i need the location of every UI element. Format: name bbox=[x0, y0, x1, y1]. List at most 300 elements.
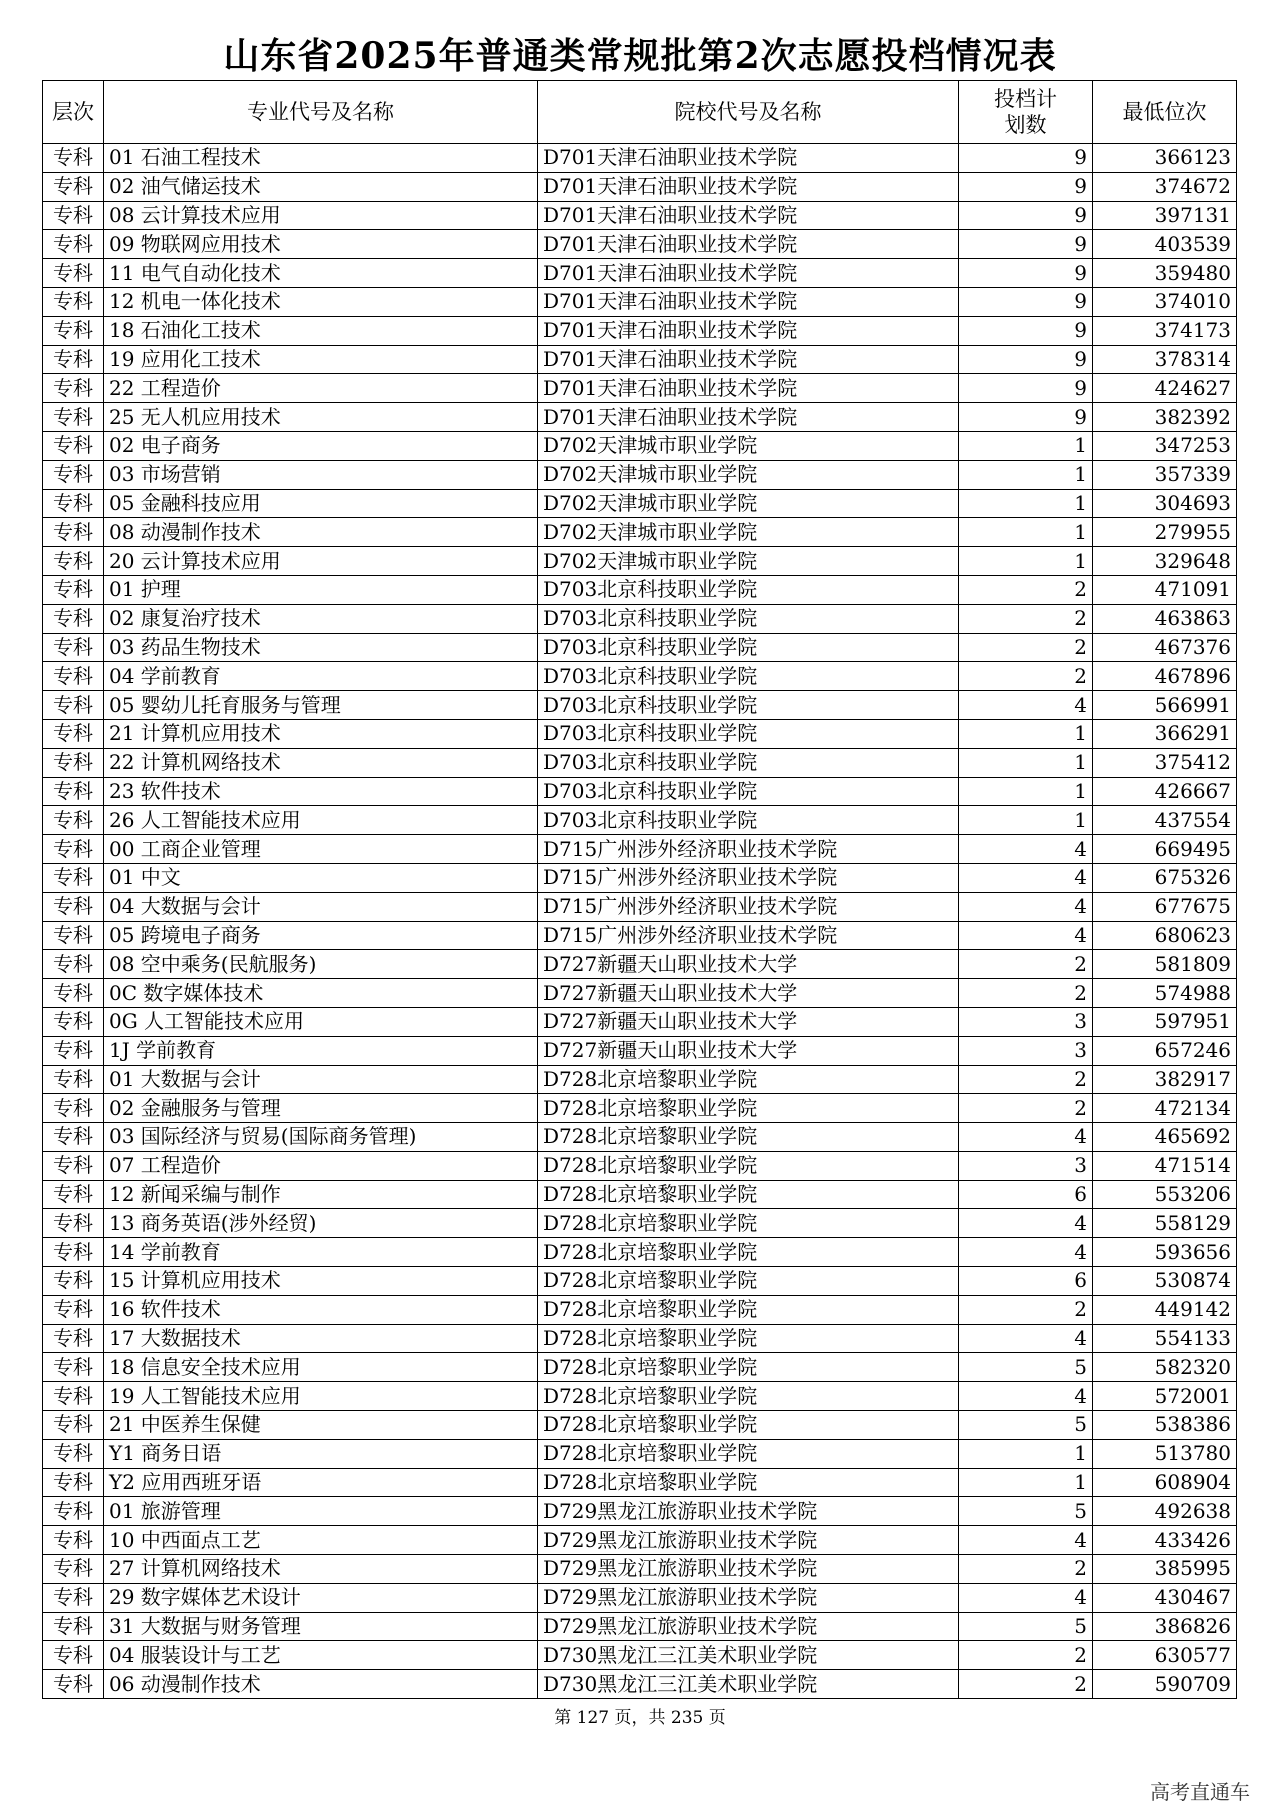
cell-major: 04 大数据与会计 bbox=[104, 892, 538, 921]
cell-major: 20 云计算技术应用 bbox=[104, 547, 538, 576]
page-number: 第 127 页，共 235 页 bbox=[554, 1708, 726, 1728]
cell-school: D727新疆天山职业技术大学 bbox=[538, 979, 959, 1008]
cell-plan: 1 bbox=[959, 806, 1093, 835]
cell-level: 专科 bbox=[43, 201, 104, 230]
cell-school: D702天津城市职业学院 bbox=[538, 431, 959, 460]
cell-school: D728北京培黎职业学院 bbox=[538, 1180, 959, 1209]
cell-plan: 2 bbox=[959, 1670, 1093, 1699]
cell-min-rank: 467376 bbox=[1093, 633, 1237, 662]
cell-min-rank: 304693 bbox=[1093, 489, 1237, 518]
cell-min-rank: 590709 bbox=[1093, 1670, 1237, 1699]
cell-major: 02 电子商务 bbox=[104, 431, 538, 460]
cell-min-rank: 437554 bbox=[1093, 806, 1237, 835]
cell-min-rank: 357339 bbox=[1093, 460, 1237, 489]
table-row bbox=[43, 863, 1237, 892]
cell-school: D729黑龙江旅游职业技术学院 bbox=[538, 1555, 959, 1584]
table-row bbox=[43, 1555, 1237, 1584]
cell-plan: 9 bbox=[959, 374, 1093, 403]
cell-min-rank: 424627 bbox=[1093, 374, 1237, 403]
cell-major: Y2 应用西班牙语 bbox=[104, 1468, 538, 1497]
table-row bbox=[43, 1238, 1237, 1267]
header-plan-line2: 划数 bbox=[1004, 113, 1047, 137]
cell-school: D728北京培黎职业学院 bbox=[538, 1468, 959, 1497]
cell-min-rank: 374672 bbox=[1093, 172, 1237, 201]
cell-school: D727新疆天山职业技术大学 bbox=[538, 950, 959, 979]
cell-plan: 4 bbox=[959, 1324, 1093, 1353]
cell-major: 19 应用化工技术 bbox=[104, 345, 538, 374]
cell-min-rank: 492638 bbox=[1093, 1497, 1237, 1526]
table-row bbox=[43, 979, 1237, 1008]
table-row bbox=[43, 144, 1237, 173]
cell-plan: 4 bbox=[959, 1209, 1093, 1238]
cell-major: 22 计算机网络技术 bbox=[104, 748, 538, 777]
cell-school: D729黑龙江旅游职业技术学院 bbox=[538, 1583, 959, 1612]
cell-school: D703北京科技职业学院 bbox=[538, 662, 959, 691]
cell-major: 03 国际经济与贸易(国际商务管理) bbox=[104, 1123, 538, 1152]
cell-plan: 4 bbox=[959, 863, 1093, 892]
cell-plan: 1 bbox=[959, 489, 1093, 518]
cell-major: 01 护理 bbox=[104, 575, 538, 604]
cell-major: 31 大数据与财务管理 bbox=[104, 1612, 538, 1641]
cell-school: D703北京科技职业学院 bbox=[538, 806, 959, 835]
cell-major: 10 中西面点工艺 bbox=[104, 1526, 538, 1555]
cell-major: Y1 商务日语 bbox=[104, 1439, 538, 1468]
cell-level: 专科 bbox=[43, 1411, 104, 1440]
cell-min-rank: 554133 bbox=[1093, 1324, 1237, 1353]
cell-plan: 2 bbox=[959, 1295, 1093, 1324]
cell-plan: 5 bbox=[959, 1411, 1093, 1440]
cell-plan: 2 bbox=[959, 1094, 1093, 1123]
cell-school: D715广州涉外经济职业技术学院 bbox=[538, 835, 959, 864]
table-row bbox=[43, 806, 1237, 835]
cell-level: 专科 bbox=[43, 1036, 104, 1065]
cell-plan: 2 bbox=[959, 1555, 1093, 1584]
table-row bbox=[43, 1324, 1237, 1353]
cell-min-rank: 359480 bbox=[1093, 259, 1237, 288]
cell-level: 专科 bbox=[43, 921, 104, 950]
cell-plan: 5 bbox=[959, 1353, 1093, 1382]
cell-plan: 4 bbox=[959, 1583, 1093, 1612]
cell-plan: 1 bbox=[959, 1468, 1093, 1497]
cell-min-rank: 675326 bbox=[1093, 863, 1237, 892]
cell-min-rank: 465692 bbox=[1093, 1123, 1237, 1152]
cell-level: 专科 bbox=[43, 259, 104, 288]
cell-level: 专科 bbox=[43, 1094, 104, 1123]
cell-plan: 5 bbox=[959, 1612, 1093, 1641]
header-plan bbox=[959, 81, 1093, 144]
header-major: 专业代号及名称 bbox=[104, 81, 538, 144]
table-row bbox=[43, 547, 1237, 576]
cell-school: D727新疆天山职业技术大学 bbox=[538, 1007, 959, 1036]
cell-school: D703北京科技职业学院 bbox=[538, 748, 959, 777]
table-row bbox=[43, 431, 1237, 460]
cell-major: 06 动漫制作技术 bbox=[104, 1670, 538, 1699]
cell-min-rank: 366291 bbox=[1093, 719, 1237, 748]
cell-major: 02 金融服务与管理 bbox=[104, 1094, 538, 1123]
cell-school: D715广州涉外经济职业技术学院 bbox=[538, 892, 959, 921]
header-level: 层次 bbox=[43, 81, 104, 144]
cell-min-rank: 467896 bbox=[1093, 662, 1237, 691]
cell-plan: 4 bbox=[959, 892, 1093, 921]
cell-min-rank: 471514 bbox=[1093, 1151, 1237, 1180]
cell-level: 专科 bbox=[43, 460, 104, 489]
cell-min-rank: 630577 bbox=[1093, 1641, 1237, 1670]
cell-min-rank: 463863 bbox=[1093, 604, 1237, 633]
cell-school: D703北京科技职业学院 bbox=[538, 691, 959, 720]
cell-min-rank: 608904 bbox=[1093, 1468, 1237, 1497]
cell-major: 11 电气自动化技术 bbox=[104, 259, 538, 288]
cell-level: 专科 bbox=[43, 1497, 104, 1526]
cell-plan: 1 bbox=[959, 431, 1093, 460]
cell-major: 0C 数字媒体技术 bbox=[104, 979, 538, 1008]
cell-level: 专科 bbox=[43, 316, 104, 345]
cell-level: 专科 bbox=[43, 1468, 104, 1497]
cell-major: 01 旅游管理 bbox=[104, 1497, 538, 1526]
table-row bbox=[43, 1036, 1237, 1065]
table-row bbox=[43, 1295, 1237, 1324]
table-row bbox=[43, 777, 1237, 806]
cell-level: 专科 bbox=[43, 806, 104, 835]
cell-school: D703北京科技职业学院 bbox=[538, 777, 959, 806]
cell-min-rank: 680623 bbox=[1093, 921, 1237, 950]
cell-school: D701天津石油职业技术学院 bbox=[538, 259, 959, 288]
table-row bbox=[43, 1180, 1237, 1209]
cell-plan: 3 bbox=[959, 1007, 1093, 1036]
table-row bbox=[43, 950, 1237, 979]
cell-major: 21 中医养生保健 bbox=[104, 1411, 538, 1440]
cell-plan: 9 bbox=[959, 287, 1093, 316]
cell-major: 08 动漫制作技术 bbox=[104, 518, 538, 547]
cell-major: 01 大数据与会计 bbox=[104, 1065, 538, 1094]
cell-level: 专科 bbox=[43, 144, 104, 173]
cell-level: 专科 bbox=[43, 1583, 104, 1612]
table-row bbox=[43, 691, 1237, 720]
cell-plan: 9 bbox=[959, 172, 1093, 201]
cell-plan: 1 bbox=[959, 547, 1093, 576]
cell-school: D703北京科技职业学院 bbox=[538, 633, 959, 662]
table-row bbox=[43, 1439, 1237, 1468]
cell-min-rank: 530874 bbox=[1093, 1267, 1237, 1296]
cell-school: D728北京培黎职业学院 bbox=[538, 1295, 959, 1324]
cell-school: D701天津石油职业技术学院 bbox=[538, 374, 959, 403]
cell-min-rank: 538386 bbox=[1093, 1411, 1237, 1440]
cell-min-rank: 382392 bbox=[1093, 403, 1237, 432]
cell-school: D701天津石油职业技术学院 bbox=[538, 172, 959, 201]
cell-level: 专科 bbox=[43, 374, 104, 403]
cell-school: D728北京培黎职业学院 bbox=[538, 1123, 959, 1152]
cell-plan: 9 bbox=[959, 345, 1093, 374]
table-row bbox=[43, 1267, 1237, 1296]
cell-school: D703北京科技职业学院 bbox=[538, 604, 959, 633]
cell-level: 专科 bbox=[43, 1065, 104, 1094]
cell-level: 专科 bbox=[43, 835, 104, 864]
cell-plan: 1 bbox=[959, 777, 1093, 806]
cell-plan: 1 bbox=[959, 1439, 1093, 1468]
cell-major: 25 无人机应用技术 bbox=[104, 403, 538, 432]
cell-level: 专科 bbox=[43, 633, 104, 662]
table-row bbox=[43, 489, 1237, 518]
cell-major: 00 工商企业管理 bbox=[104, 835, 538, 864]
table-row bbox=[43, 1151, 1237, 1180]
cell-level: 专科 bbox=[43, 1238, 104, 1267]
cell-plan: 2 bbox=[959, 575, 1093, 604]
cell-level: 专科 bbox=[43, 1382, 104, 1411]
table-row bbox=[43, 1468, 1237, 1497]
cell-level: 专科 bbox=[43, 172, 104, 201]
cell-major: 21 计算机应用技术 bbox=[104, 719, 538, 748]
cell-plan: 6 bbox=[959, 1267, 1093, 1296]
cell-major: 12 新闻采编与制作 bbox=[104, 1180, 538, 1209]
cell-major: 22 工程造价 bbox=[104, 374, 538, 403]
cell-plan: 9 bbox=[959, 259, 1093, 288]
table-row bbox=[43, 1411, 1237, 1440]
table-row bbox=[43, 1065, 1237, 1094]
cell-level: 专科 bbox=[43, 489, 104, 518]
cell-plan: 4 bbox=[959, 1526, 1093, 1555]
cell-major: 05 婴幼儿托育服务与管理 bbox=[104, 691, 538, 720]
cell-plan: 2 bbox=[959, 1065, 1093, 1094]
cell-school: D701天津石油职业技术学院 bbox=[538, 144, 959, 173]
cell-level: 专科 bbox=[43, 1641, 104, 1670]
cell-level: 专科 bbox=[43, 777, 104, 806]
cell-level: 专科 bbox=[43, 1007, 104, 1036]
cell-level: 专科 bbox=[43, 1439, 104, 1468]
table-row bbox=[43, 1094, 1237, 1123]
cell-plan: 2 bbox=[959, 950, 1093, 979]
cell-plan: 9 bbox=[959, 403, 1093, 432]
cell-level: 专科 bbox=[43, 403, 104, 432]
cell-level: 专科 bbox=[43, 662, 104, 691]
cell-major: 1J 学前教育 bbox=[104, 1036, 538, 1065]
table-row bbox=[43, 172, 1237, 201]
cell-min-rank: 386826 bbox=[1093, 1612, 1237, 1641]
cell-level: 专科 bbox=[43, 547, 104, 576]
header-min-rank: 最低位次 bbox=[1093, 81, 1237, 144]
cell-major: 02 油气储运技术 bbox=[104, 172, 538, 201]
table-row bbox=[43, 403, 1237, 432]
table-row bbox=[43, 1209, 1237, 1238]
cell-min-rank: 375412 bbox=[1093, 748, 1237, 777]
cell-school: D728北京培黎职业学院 bbox=[538, 1353, 959, 1382]
cell-school: D701天津石油职业技术学院 bbox=[538, 345, 959, 374]
cell-min-rank: 597951 bbox=[1093, 1007, 1237, 1036]
cell-plan: 2 bbox=[959, 979, 1093, 1008]
table-row bbox=[43, 575, 1237, 604]
cell-level: 专科 bbox=[43, 863, 104, 892]
cell-plan: 6 bbox=[959, 1180, 1093, 1209]
cell-min-rank: 471091 bbox=[1093, 575, 1237, 604]
cell-level: 专科 bbox=[43, 691, 104, 720]
table-row bbox=[43, 1007, 1237, 1036]
cell-level: 专科 bbox=[43, 1353, 104, 1382]
cell-major: 03 市场营销 bbox=[104, 460, 538, 489]
cell-level: 专科 bbox=[43, 1267, 104, 1296]
cell-plan: 1 bbox=[959, 518, 1093, 547]
cell-plan: 3 bbox=[959, 1151, 1093, 1180]
table-row bbox=[43, 633, 1237, 662]
table-row bbox=[43, 1382, 1237, 1411]
cell-school: D703北京科技职业学院 bbox=[538, 575, 959, 604]
table-row bbox=[43, 201, 1237, 230]
cell-plan: 9 bbox=[959, 316, 1093, 345]
table-row bbox=[43, 604, 1237, 633]
cell-major: 08 云计算技术应用 bbox=[104, 201, 538, 230]
cell-min-rank: 513780 bbox=[1093, 1439, 1237, 1468]
table-row bbox=[43, 1353, 1237, 1382]
cell-major: 02 康复治疗技术 bbox=[104, 604, 538, 633]
cell-level: 专科 bbox=[43, 287, 104, 316]
watermark: 高考直通车 bbox=[1150, 1780, 1250, 1804]
cell-min-rank: 374173 bbox=[1093, 316, 1237, 345]
table-row bbox=[43, 1526, 1237, 1555]
table-row bbox=[43, 374, 1237, 403]
cell-school: D728北京培黎职业学院 bbox=[538, 1151, 959, 1180]
table-row bbox=[43, 460, 1237, 489]
cell-min-rank: 426667 bbox=[1093, 777, 1237, 806]
cell-level: 专科 bbox=[43, 748, 104, 777]
cell-major: 03 药品生物技术 bbox=[104, 633, 538, 662]
cell-school: D728北京培黎职业学院 bbox=[538, 1209, 959, 1238]
table-row bbox=[43, 892, 1237, 921]
admission-table bbox=[42, 80, 1237, 1699]
cell-level: 专科 bbox=[43, 892, 104, 921]
cell-school: D728北京培黎职业学院 bbox=[538, 1324, 959, 1353]
cell-min-rank: 382917 bbox=[1093, 1065, 1237, 1094]
table-row bbox=[43, 719, 1237, 748]
cell-level: 专科 bbox=[43, 518, 104, 547]
cell-min-rank: 449142 bbox=[1093, 1295, 1237, 1324]
cell-major: 13 商务英语(涉外经贸) bbox=[104, 1209, 538, 1238]
cell-school: D701天津石油职业技术学院 bbox=[538, 201, 959, 230]
cell-major: 05 跨境电子商务 bbox=[104, 921, 538, 950]
cell-level: 专科 bbox=[43, 1670, 104, 1699]
cell-min-rank: 385995 bbox=[1093, 1555, 1237, 1584]
cell-min-rank: 397131 bbox=[1093, 201, 1237, 230]
cell-plan: 4 bbox=[959, 1382, 1093, 1411]
cell-min-rank: 472134 bbox=[1093, 1094, 1237, 1123]
table-row bbox=[43, 835, 1237, 864]
cell-school: D715广州涉外经济职业技术学院 bbox=[538, 921, 959, 950]
cell-school: D715广州涉外经济职业技术学院 bbox=[538, 863, 959, 892]
cell-level: 专科 bbox=[43, 719, 104, 748]
table-header-row bbox=[43, 81, 1237, 144]
cell-school: D701天津石油职业技术学院 bbox=[538, 403, 959, 432]
cell-min-rank: 430467 bbox=[1093, 1583, 1237, 1612]
cell-min-rank: 574988 bbox=[1093, 979, 1237, 1008]
cell-min-rank: 669495 bbox=[1093, 835, 1237, 864]
cell-level: 专科 bbox=[43, 575, 104, 604]
cell-level: 专科 bbox=[43, 1295, 104, 1324]
cell-plan: 4 bbox=[959, 1238, 1093, 1267]
table-row bbox=[43, 1123, 1237, 1152]
cell-plan: 2 bbox=[959, 604, 1093, 633]
cell-plan: 9 bbox=[959, 230, 1093, 259]
cell-major: 27 计算机网络技术 bbox=[104, 1555, 538, 1584]
cell-plan: 5 bbox=[959, 1497, 1093, 1526]
cell-level: 专科 bbox=[43, 1209, 104, 1238]
cell-level: 专科 bbox=[43, 950, 104, 979]
table-row bbox=[43, 518, 1237, 547]
cell-min-rank: 553206 bbox=[1093, 1180, 1237, 1209]
cell-school: D728北京培黎职业学院 bbox=[538, 1439, 959, 1468]
cell-major: 12 机电一体化技术 bbox=[104, 287, 538, 316]
cell-min-rank: 433426 bbox=[1093, 1526, 1237, 1555]
cell-major: 17 大数据技术 bbox=[104, 1324, 538, 1353]
table-row bbox=[43, 662, 1237, 691]
cell-min-rank: 677675 bbox=[1093, 892, 1237, 921]
table-row bbox=[43, 748, 1237, 777]
cell-plan: 9 bbox=[959, 144, 1093, 173]
cell-level: 专科 bbox=[43, 604, 104, 633]
cell-school: D729黑龙江旅游职业技术学院 bbox=[538, 1526, 959, 1555]
cell-school: D728北京培黎职业学院 bbox=[538, 1065, 959, 1094]
cell-min-rank: 378314 bbox=[1093, 345, 1237, 374]
cell-min-rank: 347253 bbox=[1093, 431, 1237, 460]
cell-level: 专科 bbox=[43, 1180, 104, 1209]
cell-major: 09 物联网应用技术 bbox=[104, 230, 538, 259]
cell-plan: 4 bbox=[959, 921, 1093, 950]
cell-school: D701天津石油职业技术学院 bbox=[538, 230, 959, 259]
cell-school: D702天津城市职业学院 bbox=[538, 518, 959, 547]
cell-major: 01 中文 bbox=[104, 863, 538, 892]
table-row bbox=[43, 921, 1237, 950]
cell-major: 0G 人工智能技术应用 bbox=[104, 1007, 538, 1036]
cell-school: D702天津城市职业学院 bbox=[538, 547, 959, 576]
cell-level: 专科 bbox=[43, 431, 104, 460]
cell-level: 专科 bbox=[43, 979, 104, 1008]
table-row bbox=[43, 1583, 1237, 1612]
cell-major: 04 学前教育 bbox=[104, 662, 538, 691]
header-school: 院校代号及名称 bbox=[538, 81, 959, 144]
cell-school: D730黑龙江三江美术职业学院 bbox=[538, 1670, 959, 1699]
table-body bbox=[43, 144, 1237, 1699]
cell-level: 专科 bbox=[43, 345, 104, 374]
cell-level: 专科 bbox=[43, 1526, 104, 1555]
header-plan-line1: 投档计 bbox=[994, 87, 1057, 111]
cell-plan: 4 bbox=[959, 835, 1093, 864]
cell-major: 07 工程造价 bbox=[104, 1151, 538, 1180]
cell-school: D730黑龙江三江美术职业学院 bbox=[538, 1641, 959, 1670]
cell-plan: 4 bbox=[959, 691, 1093, 720]
cell-plan: 3 bbox=[959, 1036, 1093, 1065]
cell-school: D701天津石油职业技术学院 bbox=[538, 316, 959, 345]
cell-min-rank: 558129 bbox=[1093, 1209, 1237, 1238]
table-row bbox=[43, 1670, 1237, 1699]
cell-min-rank: 657246 bbox=[1093, 1036, 1237, 1065]
cell-plan: 1 bbox=[959, 748, 1093, 777]
cell-plan: 9 bbox=[959, 201, 1093, 230]
cell-major: 18 信息安全技术应用 bbox=[104, 1353, 538, 1382]
cell-major: 18 石油化工技术 bbox=[104, 316, 538, 345]
cell-school: D702天津城市职业学院 bbox=[538, 460, 959, 489]
cell-min-rank: 403539 bbox=[1093, 230, 1237, 259]
cell-major: 05 金融科技应用 bbox=[104, 489, 538, 518]
cell-school: D728北京培黎职业学院 bbox=[538, 1382, 959, 1411]
table-row bbox=[43, 1641, 1237, 1670]
cell-level: 专科 bbox=[43, 1151, 104, 1180]
page-title: 山东省2025年普通类常规批第2次志愿投档情况表 bbox=[223, 35, 1057, 77]
table-row bbox=[43, 287, 1237, 316]
cell-major: 04 服装设计与工艺 bbox=[104, 1641, 538, 1670]
cell-min-rank: 572001 bbox=[1093, 1382, 1237, 1411]
cell-plan: 2 bbox=[959, 662, 1093, 691]
cell-plan: 4 bbox=[959, 1123, 1093, 1152]
cell-school: D702天津城市职业学院 bbox=[538, 489, 959, 518]
cell-major: 14 学前教育 bbox=[104, 1238, 538, 1267]
cell-min-rank: 593656 bbox=[1093, 1238, 1237, 1267]
cell-min-rank: 279955 bbox=[1093, 518, 1237, 547]
cell-plan: 2 bbox=[959, 1641, 1093, 1670]
